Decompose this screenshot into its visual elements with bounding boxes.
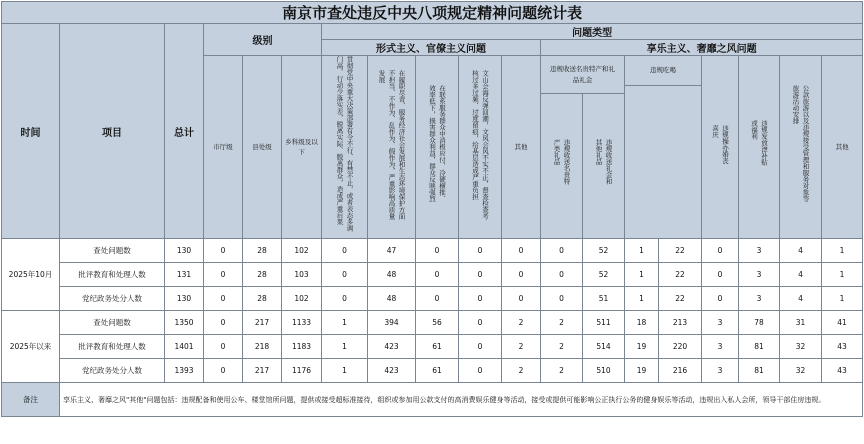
value-cell: 32 <box>780 335 822 359</box>
value-cell: 514 <box>583 335 625 359</box>
header-formalism: 形式主义、官僚主义问题 <box>322 40 541 56</box>
hedonism-col-allowance: 违规发放津补贴或福利 <box>739 56 780 239</box>
row-total: 130 <box>165 287 204 311</box>
value-cell: 0 <box>459 311 502 335</box>
value-cell: 0 <box>459 263 502 287</box>
formalism-col-3: 在联系服务群众中消极应付、冷硬横推、效率低下，损害群众利益，群众反映强烈 <box>416 56 459 239</box>
value-cell: 56 <box>416 311 459 335</box>
value-cell: 1 <box>322 359 368 383</box>
value-cell: 0 <box>204 311 243 335</box>
level-col-city: 市厅级 <box>204 56 243 239</box>
value-cell: 2 <box>541 359 583 383</box>
level-col-township: 乡科级及以下 <box>282 56 322 239</box>
row-total: 1401 <box>165 335 204 359</box>
value-cell: 0 <box>541 263 583 287</box>
value-cell: 2 <box>502 359 541 383</box>
value-cell: 81 <box>739 335 780 359</box>
note-label: 备注 <box>2 383 60 417</box>
value-cell: 22 <box>659 239 702 263</box>
value-cell: 0 <box>502 287 541 311</box>
value-cell: 1183 <box>282 335 322 359</box>
value-cell: 51 <box>583 287 625 311</box>
row-total: 1350 <box>165 311 204 335</box>
dining-group-spacer <box>625 86 702 239</box>
header-time: 时间 <box>2 24 60 239</box>
period-label: 2025年以来 <box>2 311 60 383</box>
value-cell: 0 <box>204 335 243 359</box>
statistics-table-container <box>1 1 863 442</box>
value-cell: 1 <box>822 239 863 263</box>
value-cell: 511 <box>583 311 625 335</box>
value-cell: 1 <box>322 335 368 359</box>
row-total: 131 <box>165 263 204 287</box>
value-cell: 22 <box>659 287 702 311</box>
value-cell: 4 <box>780 239 822 263</box>
value-cell: 3 <box>702 311 739 335</box>
row-total: 130 <box>165 239 204 263</box>
value-cell: 0 <box>541 287 583 311</box>
statistics-table <box>1 1 863 239</box>
value-cell: 0 <box>204 263 243 287</box>
value-cell: 4 <box>780 263 822 287</box>
value-cell: 0 <box>459 287 502 311</box>
value-cell: 0 <box>322 287 368 311</box>
header-total: 总计 <box>165 24 204 239</box>
value-cell: 52 <box>583 239 625 263</box>
period-label: 2025年10月 <box>2 239 60 311</box>
row-item-label: 党纪政务处分人数 <box>60 359 165 383</box>
value-cell: 423 <box>368 359 416 383</box>
formalism-col-2: 在履职尽责、服务经济社会发展和生态环境保护方面不担当、不作为、乱作为、假作为，严重影响高质量发展 <box>368 56 416 239</box>
value-cell: 3 <box>702 335 739 359</box>
value-cell: 61 <box>416 359 459 383</box>
value-cell: 0 <box>322 263 368 287</box>
table-row <box>2 335 863 359</box>
value-cell: 1 <box>822 263 863 287</box>
value-cell: 47 <box>368 239 416 263</box>
value-cell: 2 <box>541 311 583 335</box>
value-cell: 0 <box>459 335 502 359</box>
value-cell: 28 <box>243 239 282 263</box>
value-cell: 0 <box>416 287 459 311</box>
value-cell: 43 <box>822 335 863 359</box>
data-table <box>1 238 863 417</box>
value-cell: 1 <box>625 239 659 263</box>
value-cell: 1 <box>625 287 659 311</box>
value-cell: 1 <box>322 311 368 335</box>
value-cell: 0 <box>702 287 739 311</box>
value-cell: 52 <box>583 263 625 287</box>
value-cell: 3 <box>739 263 780 287</box>
value-cell: 217 <box>243 311 282 335</box>
value-cell: 0 <box>459 239 502 263</box>
value-cell: 18 <box>625 311 659 335</box>
header-hedonism: 享乐主义、奢靡之风问题 <box>541 40 863 56</box>
value-cell: 3 <box>702 359 739 383</box>
value-cell: 102 <box>282 287 322 311</box>
value-cell: 0 <box>204 239 243 263</box>
hedonism-col-travel: 公款旅游以及违规接受管理和服务对象等旅游活动安排 <box>780 56 822 239</box>
value-cell: 0 <box>416 239 459 263</box>
header-level: 级别 <box>204 24 322 56</box>
value-cell: 2 <box>502 311 541 335</box>
value-cell: 1 <box>625 263 659 287</box>
value-cell: 0 <box>204 287 243 311</box>
value-cell: 22 <box>659 263 702 287</box>
value-cell: 28 <box>243 263 282 287</box>
hedonism-dining-group: 违规吃喝 <box>625 56 702 86</box>
value-cell: 48 <box>368 263 416 287</box>
value-cell: 0 <box>502 239 541 263</box>
row-item-label: 查处问题数 <box>60 239 165 263</box>
value-cell: 61 <box>416 335 459 359</box>
row-total: 1393 <box>165 359 204 383</box>
value-cell: 0 <box>322 239 368 263</box>
value-cell: 0 <box>459 359 502 383</box>
table-row <box>2 263 863 287</box>
table-row <box>2 359 863 383</box>
value-cell: 43 <box>822 359 863 383</box>
value-cell: 217 <box>243 359 282 383</box>
level-col-county: 县处级 <box>243 56 282 239</box>
row-item-label: 查处问题数 <box>60 311 165 335</box>
value-cell: 3 <box>739 239 780 263</box>
header-item: 项目 <box>60 24 165 239</box>
note-text: 享乐主义、奢靡之风"其他"问题包括：违规配备和使用公车、楼堂馆所问题，提供或接受超标准接待，组织或参加用公款支付的高消费娱乐健身等活动，接受或提供可能影响公正执行公务的健身娱乐等活动，违规出入私人会所，领导干部住房违规。 <box>60 383 863 417</box>
value-cell: 32 <box>780 359 822 383</box>
value-cell: 1 <box>822 287 863 311</box>
data-body <box>2 239 863 383</box>
value-cell: 1133 <box>282 311 322 335</box>
value-cell: 0 <box>541 239 583 263</box>
value-cell: 510 <box>583 359 625 383</box>
row-item-label: 批评教育和处理人数 <box>60 263 165 287</box>
formalism-col-4: 文山会海反弹回潮，文风会风不实不正，督查检查考核过多过频、过度留痕，给基层造成严重负担 <box>459 56 502 239</box>
hedonism-gift-group: 违规收送名贵特产和礼品礼金 <box>541 56 625 94</box>
value-cell: 218 <box>243 335 282 359</box>
value-cell: 31 <box>780 311 822 335</box>
value-cell: 81 <box>739 359 780 383</box>
value-cell: 19 <box>625 335 659 359</box>
value-cell: 78 <box>739 311 780 335</box>
value-cell: 423 <box>368 335 416 359</box>
table-title: 南京市查处违反中央八项规定精神问题统计表 <box>2 2 863 24</box>
hedonism-col-other: 其他 <box>822 56 863 239</box>
value-cell: 216 <box>659 359 702 383</box>
value-cell: 0 <box>702 263 739 287</box>
row-item-label: 批评教育和处理人数 <box>60 335 165 359</box>
table-row <box>2 311 863 335</box>
value-cell: 41 <box>822 311 863 335</box>
value-cell: 0 <box>204 359 243 383</box>
value-cell: 213 <box>659 311 702 335</box>
table-row <box>2 287 863 311</box>
value-cell: 4 <box>780 287 822 311</box>
value-cell: 1176 <box>282 359 322 383</box>
value-cell: 2 <box>502 335 541 359</box>
value-cell: 102 <box>282 239 322 263</box>
formalism-col-other: 其他 <box>502 56 541 239</box>
hedonism-col-cashgift: 违规收送礼金和其他礼品 <box>583 94 625 239</box>
value-cell: 28 <box>243 287 282 311</box>
value-cell: 3 <box>739 287 780 311</box>
value-cell: 0 <box>702 239 739 263</box>
hedonism-col-specialty: 违规收送名贵特产类礼品 <box>541 94 583 239</box>
row-item-label: 党纪政务处分人数 <box>60 287 165 311</box>
value-cell: 0 <box>502 263 541 287</box>
value-cell: 19 <box>625 359 659 383</box>
value-cell: 2 <box>541 335 583 359</box>
header-problem-type: 问题类型 <box>322 24 863 40</box>
value-cell: 394 <box>368 311 416 335</box>
value-cell: 103 <box>282 263 322 287</box>
hedonism-col-wedding: 违规操办婚丧喜庆 <box>702 56 739 239</box>
value-cell: 220 <box>659 335 702 359</box>
formalism-col-1: 贯彻党中央重大决策部署有令不行、有禁不止，或者表态多调门高、行动少落实差，脱离实际、脱离群众，造成严重后果 <box>322 56 368 239</box>
table-row <box>2 239 863 263</box>
value-cell: 0 <box>416 263 459 287</box>
value-cell: 48 <box>368 287 416 311</box>
